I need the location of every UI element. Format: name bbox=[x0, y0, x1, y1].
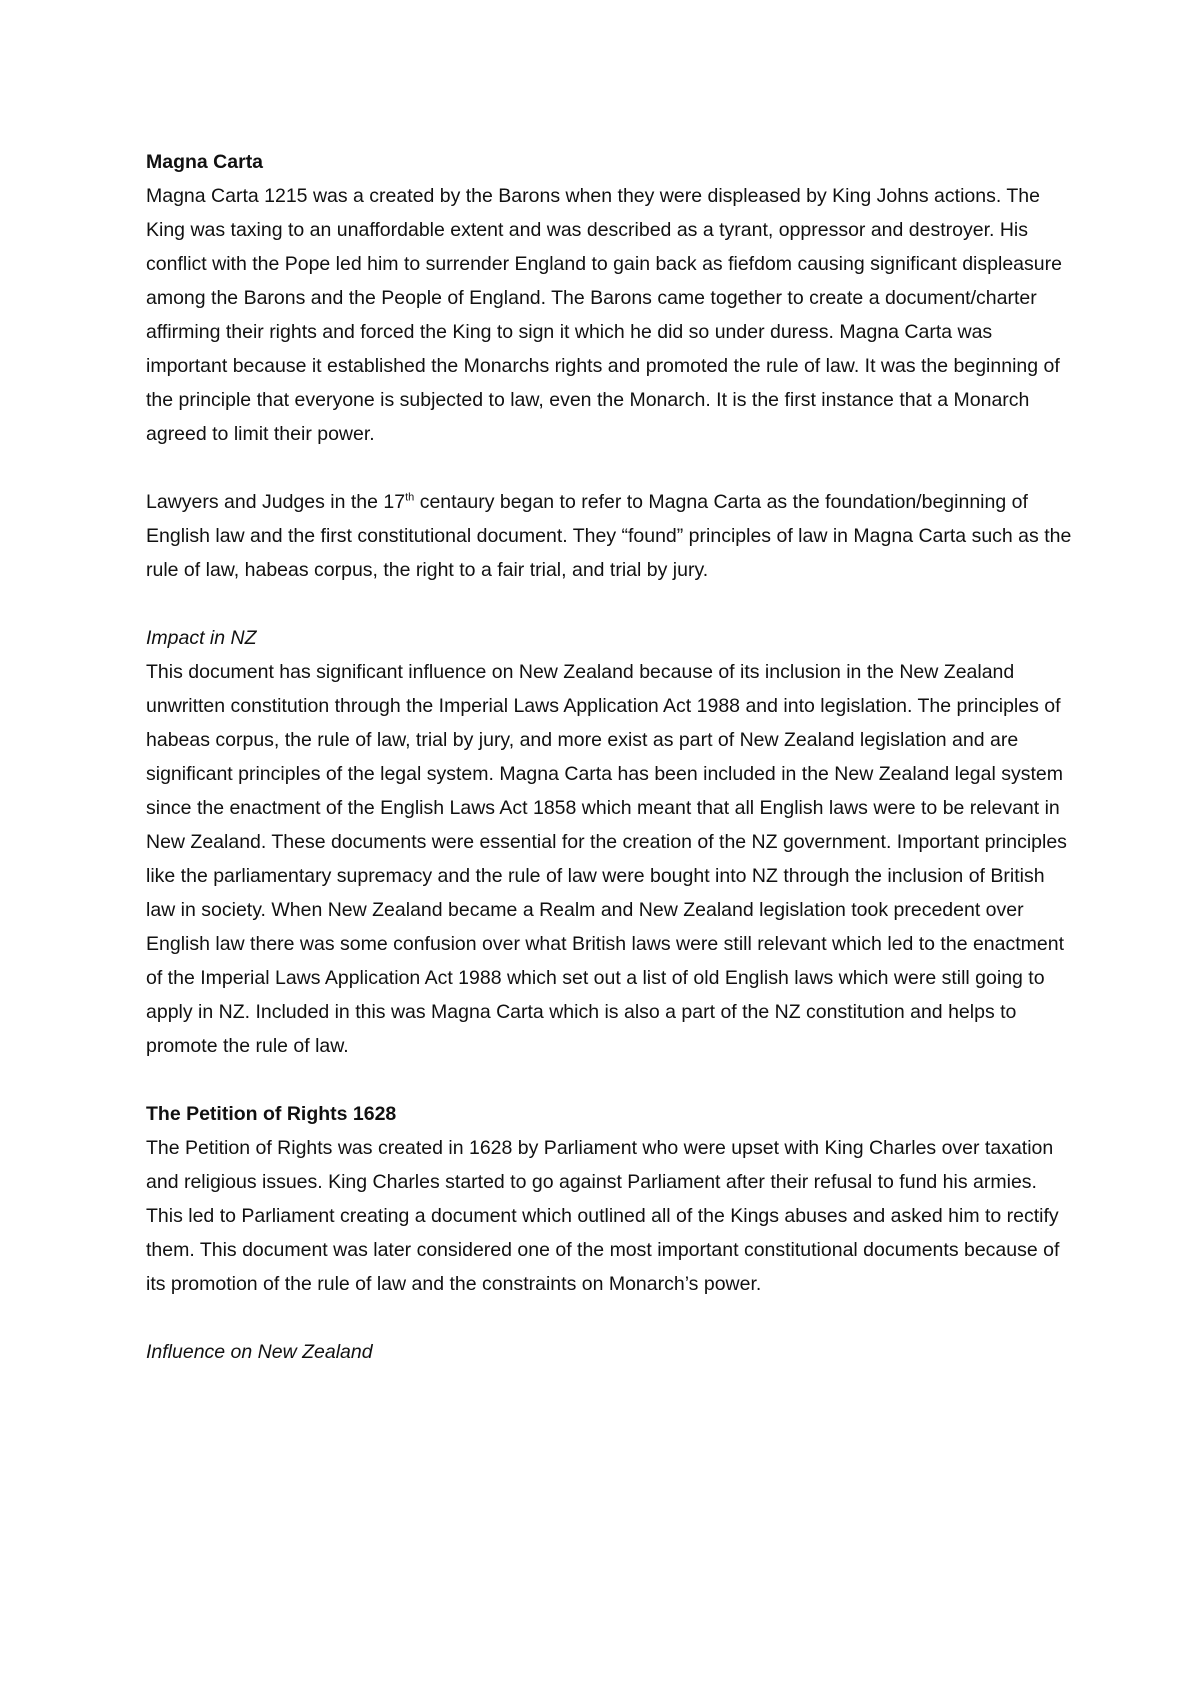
paragraph-spacer bbox=[146, 451, 1076, 485]
ordinal-superscript: th bbox=[405, 491, 415, 504]
magna-carta-heading: Magna Carta bbox=[146, 151, 264, 173]
paragraph-spacer bbox=[146, 587, 1076, 621]
impact-nz-subheading: Impact in NZ bbox=[146, 627, 257, 649]
magna-carta-paragraph: Magna Carta 1215 was a created by the Barons when they were displeased by King Johns actions. The King was taxing to an unaffordable extent and was described as a tyrant, oppressor and destroyer. His conflict with the Pope led him to surrender England to gain back as fiefdom causing significant displeasure among the Barons and the People of England. The Barons came together to create a document/charter affirming their rights and forced the King to sign it which he did so under duress. Magna Carta was important because it established the Monarchs rights and promoted the rule of law. It was the beginning of the principle that everyone is subjected to law, even the Monarch. It is the first instance that a Monarch agreed to limit their power. bbox=[146, 185, 1062, 445]
lawyers-judges-text-start: Lawyers and Judges in the 17 bbox=[146, 491, 406, 513]
lawyers-judges-text-end: centaury began to refer to Magna Carta as the foundation/beginning of English law and the first constitutional document. They “found” principles of law in Magna Carta such as the rule of law, habeas corpus, the right to a fair trial, and trial by jury. bbox=[146, 491, 1072, 581]
influence-nz-subheading: Influence on New Zealand bbox=[146, 1341, 373, 1363]
lawyers-judges-paragraph bbox=[146, 485, 1076, 587]
petition-heading: The Petition of Rights 1628 bbox=[146, 1103, 397, 1125]
impact-nz-paragraph: This document has significant influence on New Zealand because of its inclusion in the New Zealand unwritten constitution through the Imperial Laws Application Act 1988 and into legislation. The principles of habeas corpus, the rule of law, trial by jury, and more exist as part of New Zealand legislation and are significant principles of the legal system. Magna Carta has been included in the New Zealand legal system since the enactment of the English Laws Act 1858 which meant that all English laws were to be relevant in New Zealand. These documents were essential for the creation of the NZ government. Important principles like the parliamentary supremacy and the rule of law were bought into NZ through the inclusion of British law in society. When New Zealand became a Realm and New Zealand legislation took precedent over English law there was some confusion over what British laws were still relevant which led to the enactment of the Imperial Laws Application Act 1988 which set out a list of old English laws which were still going to apply in NZ. Included in this was Magna Carta which is also a part of the NZ constitution and helps to promote the rule of law. bbox=[146, 661, 1067, 1057]
paragraph-spacer bbox=[146, 1301, 1076, 1335]
document-body bbox=[146, 145, 1076, 1369]
petition-paragraph: The Petition of Rights was created in 1628 by Parliament who were upset with King Charles over taxation and religious issues. King Charles started to go against Parliament after their refusal to fund his armies. This led to Parliament creating a document which outlined all of the Kings abuses and asked him to rectify them. This document was later considered one of the most important constitutional documents because of its promotion of the rule of law and the constraints on Monarch’s power. bbox=[146, 1137, 1060, 1295]
paragraph-spacer bbox=[146, 1063, 1076, 1097]
